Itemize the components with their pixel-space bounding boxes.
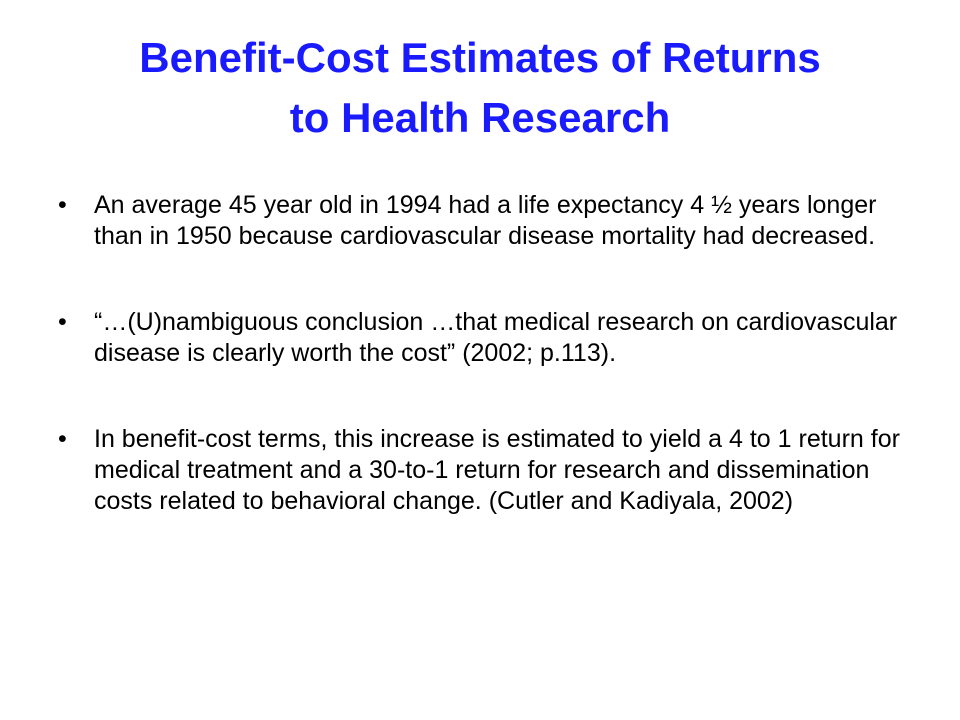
bullet-dot-icon: •	[58, 425, 67, 453]
bullet-item	[58, 424, 918, 517]
slide-title	[20, 28, 940, 148]
bullet-list	[58, 190, 918, 572]
title-line-2: to Health Research	[289, 94, 671, 141]
title-line-1: Benefit-Cost Estimates of Returns	[139, 34, 821, 81]
bullet-text: An average 45 year old in 1994 had a life expectancy 4 ½ years longer than in 1950 because cardiovascular disease mortality had decreased.	[94, 191, 877, 250]
bullet-item	[58, 307, 918, 369]
bullet-item	[58, 190, 918, 252]
bullet-dot-icon: •	[58, 191, 67, 219]
bullet-dot-icon: •	[58, 308, 67, 336]
bullet-text: “…(U)nambiguous conclusion …that medical research on cardiovascular disease is clearly worth the cost” (2002; p.113).	[94, 308, 898, 367]
bullet-text: In benefit-cost terms, this increase is estimated to yield a 4 to 1 return for medical treatment and a 30-to-1 return for research and dissemination costs related to behavioral change. (Cutler and Kadiyala, 2002)	[94, 425, 900, 515]
